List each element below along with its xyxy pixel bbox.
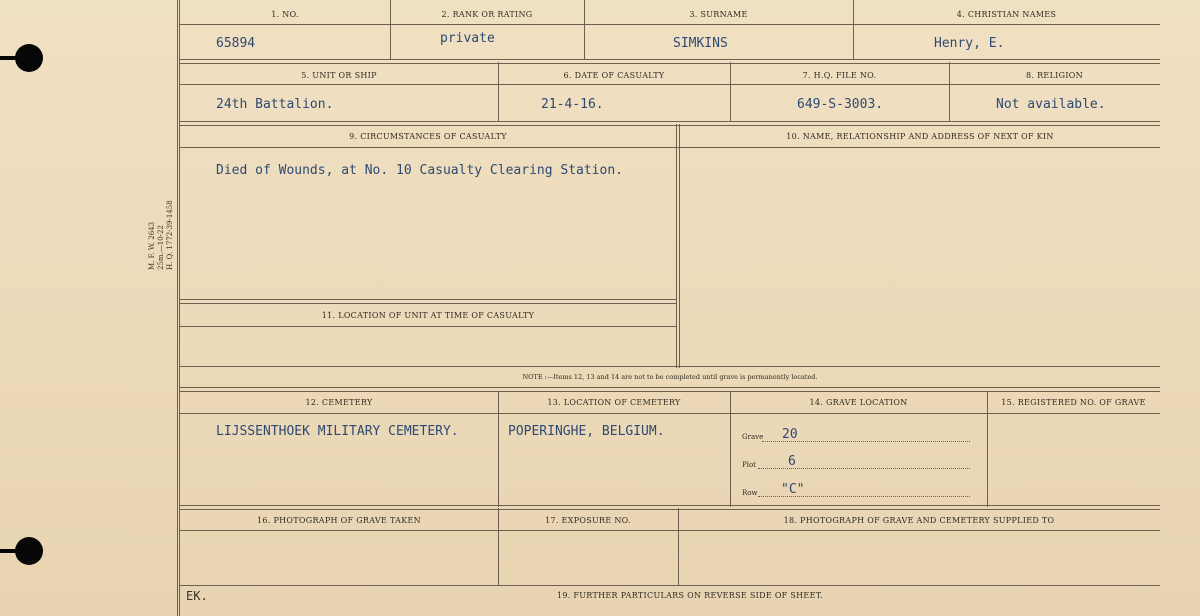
- header-photo-supplied: 18. PHOTOGRAPH OF GRAVE AND CEMETERY SUPPLIED TO: [783, 516, 1055, 525]
- corner-mark: EK.: [186, 589, 208, 603]
- row4-divider-3: [987, 391, 988, 507]
- label-grave: Grave: [742, 433, 764, 441]
- label-plot: Plot: [742, 461, 756, 469]
- header-rank: 2. RANK OR RATING: [441, 10, 533, 19]
- row5-header-rule: [180, 530, 1160, 531]
- row3-divider-b: [679, 124, 680, 368]
- header-date: 6. DATE OF CASUALTY: [563, 71, 665, 80]
- header-exposure-no: 17. EXPOSURE NO.: [545, 516, 631, 525]
- row3-top-rule: [180, 121, 1160, 126]
- punch-hole-bottom: [15, 537, 43, 565]
- value-unit: 24th Battalion.: [216, 97, 334, 112]
- row4-divider-1: [498, 391, 499, 507]
- value-hq-file: 649-S-3003.: [797, 97, 884, 112]
- header-unit: 5. UNIT OR SHIP: [301, 71, 377, 80]
- footer-rule: [180, 585, 1160, 586]
- header-hq-file: 7. H.Q. FILE NO.: [802, 71, 877, 80]
- row4-header-rule: [180, 413, 1160, 414]
- row1-divider-1: [390, 0, 391, 60]
- value-no: 65894: [216, 36, 256, 51]
- header-grave-location: 14. GRAVE LOCATION: [809, 398, 908, 407]
- row1-header-rule: [180, 24, 1160, 25]
- row2-top-rule: [180, 59, 1160, 64]
- note-top-rule: [180, 366, 1160, 367]
- header-next-of-kin: 10. NAME, RELATIONSHIP AND ADDRESS OF NEXT OF KIN: [786, 132, 1054, 141]
- row4-divider-2: [730, 391, 731, 507]
- value-location-of-cemetery: POPERINGHE, BELGIUM.: [508, 424, 665, 439]
- value-cemetery: LIJSSENTHOEK MILITARY CEMETERY.: [216, 424, 459, 439]
- row11-top-rule: [180, 299, 677, 304]
- note-bottom-rule: [180, 387, 1160, 392]
- note-text: NOTE :—Items 12, 13 and 14 are not to be completed until grave is permanently located.: [522, 373, 818, 381]
- row5-top-rule: [180, 505, 1160, 510]
- form-print-code: M. F. W. 2643 25m.—10-22 H. Q. 1772-39-1458: [148, 200, 174, 270]
- header-religion: 8. RELIGION: [1026, 71, 1083, 80]
- header-location-of-cemetery: 13. LOCATION OF CEMETERY: [547, 398, 681, 407]
- header-registered-no: 15. REGISTERED NO. OF GRAVE: [1001, 398, 1146, 407]
- row1-divider-2: [584, 0, 585, 60]
- value-circumstances: Died of Wounds, at No. 10 Casualty Clearing Station.: [216, 163, 623, 178]
- value-grave: 20: [782, 427, 798, 442]
- row3-header-rule: [180, 147, 1160, 148]
- header-location-of-unit: 11. LOCATION OF UNIT AT TIME OF CASUALTY: [321, 311, 535, 320]
- value-religion: Not available.: [996, 97, 1106, 112]
- header-circumstances: 9. CIRCUMSTANCES OF CASUALTY: [349, 132, 507, 141]
- header-christian-names: 4. CHRISTIAN NAMES: [956, 10, 1057, 19]
- value-rank: private: [440, 31, 495, 46]
- header-surname: 3. SURNAME: [689, 10, 748, 19]
- label-row: Row: [742, 489, 758, 497]
- left-border: [177, 0, 178, 616]
- value-surname: SIMKINS: [673, 36, 728, 51]
- value-christian-names: Henry, E.: [934, 36, 1005, 51]
- header-photo-taken: 16. PHOTOGRAPH OF GRAVE TAKEN: [257, 516, 421, 525]
- value-plot: 6: [788, 454, 796, 469]
- header-no: 1. NO.: [271, 10, 299, 19]
- value-row: "C": [781, 482, 805, 497]
- row2-header-rule: [180, 84, 1160, 85]
- punch-hole-top: [15, 44, 43, 72]
- row1-divider-3: [853, 0, 854, 60]
- row11-header-rule: [180, 326, 677, 327]
- value-date: 21-4-16.: [541, 97, 604, 112]
- footer-further-particulars: 19. FURTHER PARTICULARS ON REVERSE SIDE OF SHEET.: [556, 591, 824, 600]
- row3-divider-a: [676, 124, 677, 368]
- header-cemetery: 12. CEMETERY: [305, 398, 373, 407]
